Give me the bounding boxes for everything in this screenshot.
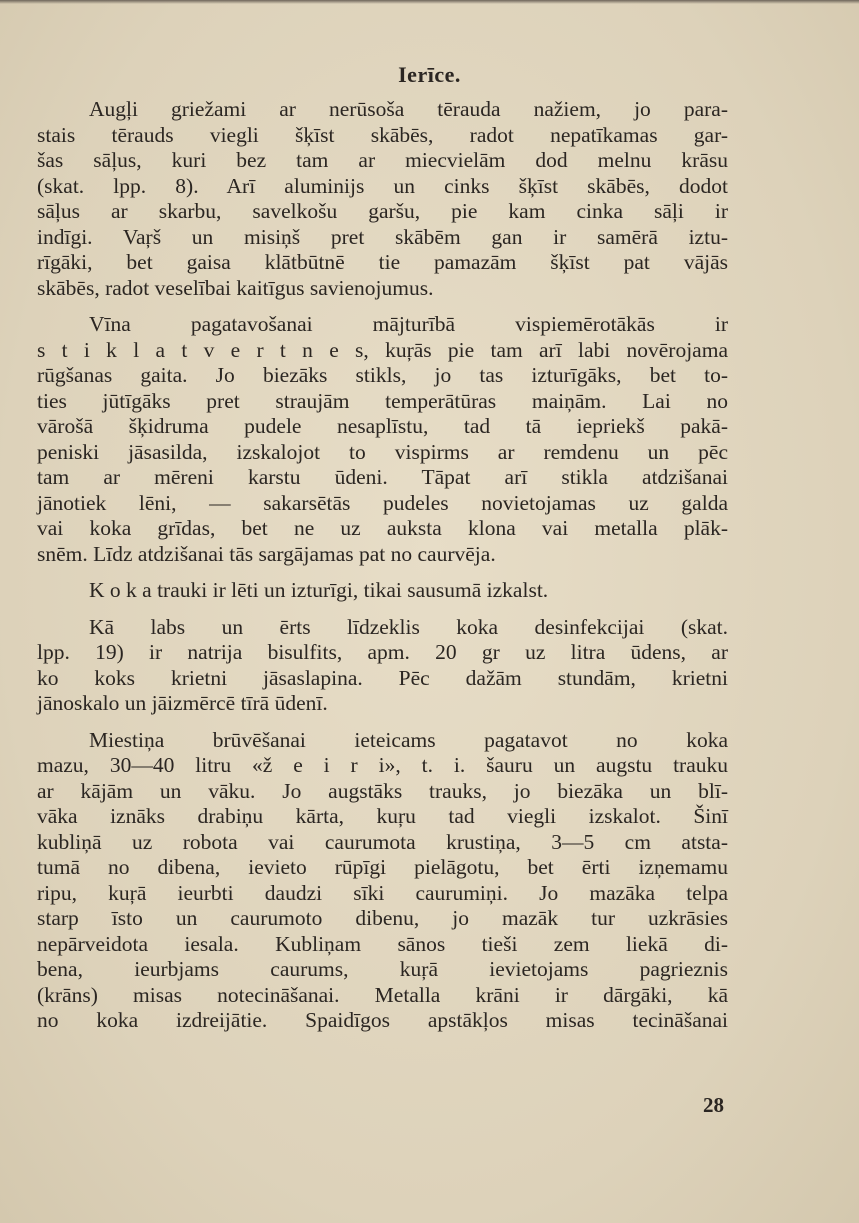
text-line: (krāns) misas notecināšanai. Metalla krāni ir dārgāki, kā: [37, 982, 728, 1007]
text-line: šas sāļus, kuri bez tam ar miecvielām dod melnu krāsu: [37, 148, 728, 172]
text-line: vārošā šķidruma pudele nesaplīstu, tad tā iepriekš pakā-: [37, 414, 728, 438]
text-line: indīgi. Vaŗš un misiņš pret skābēm gan ir samērā iztu-: [37, 224, 728, 249]
text-line: peniski jāsasilda, izskalojot to vispirms ar remdenu un pēc: [37, 439, 728, 464]
text-line: ko koks krietni jāsaslapina. Pēc dažām stundām, krietni: [37, 665, 728, 690]
text-line: lpp. 19) ir natrija bisulfits, apm. 20 gr uz litra ūdens, ar: [37, 640, 728, 664]
text-line: jānotiek lēni, — sakarsētās pudeles novietojamas uz galda: [37, 490, 728, 515]
body-text: [37, 97, 728, 1045]
text-line: ripu, kuŗā ieurbti daudzi sīki caurumiņi. Jo mazāka telpa: [37, 880, 728, 905]
text-line: s t i k l a t v e r t n e s, kuŗās pie tam arī labi novērojama: [37, 337, 728, 362]
text-line: tumā no dibena, ievieto rūpīgi pielāgotu, bet ērti izņemamu: [37, 855, 728, 879]
text-line: bena, ieurbjams caurums, kuŗā ievietojams pagrieznis: [37, 957, 728, 981]
text-line: Augļi griežami ar nerūsoša tērauda nažiem, jo para-: [89, 97, 728, 121]
text-line: starp īsto un caurumoto dibenu, jo mazāk tur uzkrāsies: [37, 906, 728, 930]
paragraph-3: [37, 578, 728, 604]
text-line: mazu, 30—40 litru «ž e i r i», t. i. šauru un augstu trauku: [37, 753, 728, 777]
paragraph-1: [37, 97, 728, 301]
text-line: rīgāki, bet gaisa klātbūtnē tie pamazām šķīst pat vājās: [37, 250, 728, 274]
text-line: skābēs, radot veselībai kaitīgus savienojumus.: [37, 275, 434, 300]
page-number: 28: [703, 1093, 724, 1117]
text-line: stais tērauds viegli šķīst skābēs, radot nepatīkamas gar-: [37, 122, 728, 147]
paragraph-4: [37, 615, 728, 717]
text-line: no koka izdreijātie. Spaidīgos apstākļos misas tecināšanai: [37, 1008, 728, 1032]
text-line: snēm. Līdz atdzišanai tās sargājamas pat no caurvēja.: [37, 541, 496, 566]
section-heading: Ierīce.: [398, 62, 461, 87]
text-line: K o k a trauki ir lēti un izturīgi, tikai sausumā izkalst.: [89, 578, 549, 602]
text-line: sāļus ar skarbu, savelkošu garšu, pie kam cinka sāļi ir: [37, 199, 728, 223]
text-line: ties jūtīgāks pret straujām temperātūras maiņām. Lai no: [37, 388, 728, 413]
text-line: ar kājām un vāku. Jo augstāks trauks, jo biezāka un blī-: [37, 778, 728, 803]
text-line: vāka iznāks drabiņu kārta, kuŗu tad viegli izskalot. Šinī: [37, 804, 728, 828]
text-line: rūgšanas gaita. Jo biezāks stikls, jo tas izturīgāks, bet to-: [37, 363, 728, 387]
text-line: jānoskalo un jāizmērcē tīrā ūdenī.: [37, 691, 328, 715]
paragraph-5: [37, 728, 728, 1034]
text-line: nepārveidota iesala. Kubliņam sānos tieši zem liekā di-: [37, 931, 728, 956]
page-top-edge: [0, 0, 859, 4]
text-line: Kā labs un ērts līdzeklis koka desinfekcijai (skat.: [89, 614, 728, 639]
text-line: Vīna pagatavošanai mājturībā vispiemērotākās ir: [89, 312, 728, 336]
text-line: vai koka grīdas, bet ne uz auksta klona vai metalla plāk-: [37, 516, 728, 540]
text-line: (skat. lpp. 8). Arī aluminijs un cinks šķīst skābēs, dodot: [37, 173, 728, 198]
text-line: tam ar mēreni karstu ūdeni. Tāpat arī stikla atdzišanai: [37, 465, 728, 489]
paragraph-2: [37, 312, 728, 567]
text-line: kubliņā uz robota vai caurumota krustiņa, 3—5 cm atsta-: [37, 829, 728, 854]
text-line: Miestiņa brūvēšanai ieteicams pagatavot no koka: [89, 727, 728, 752]
